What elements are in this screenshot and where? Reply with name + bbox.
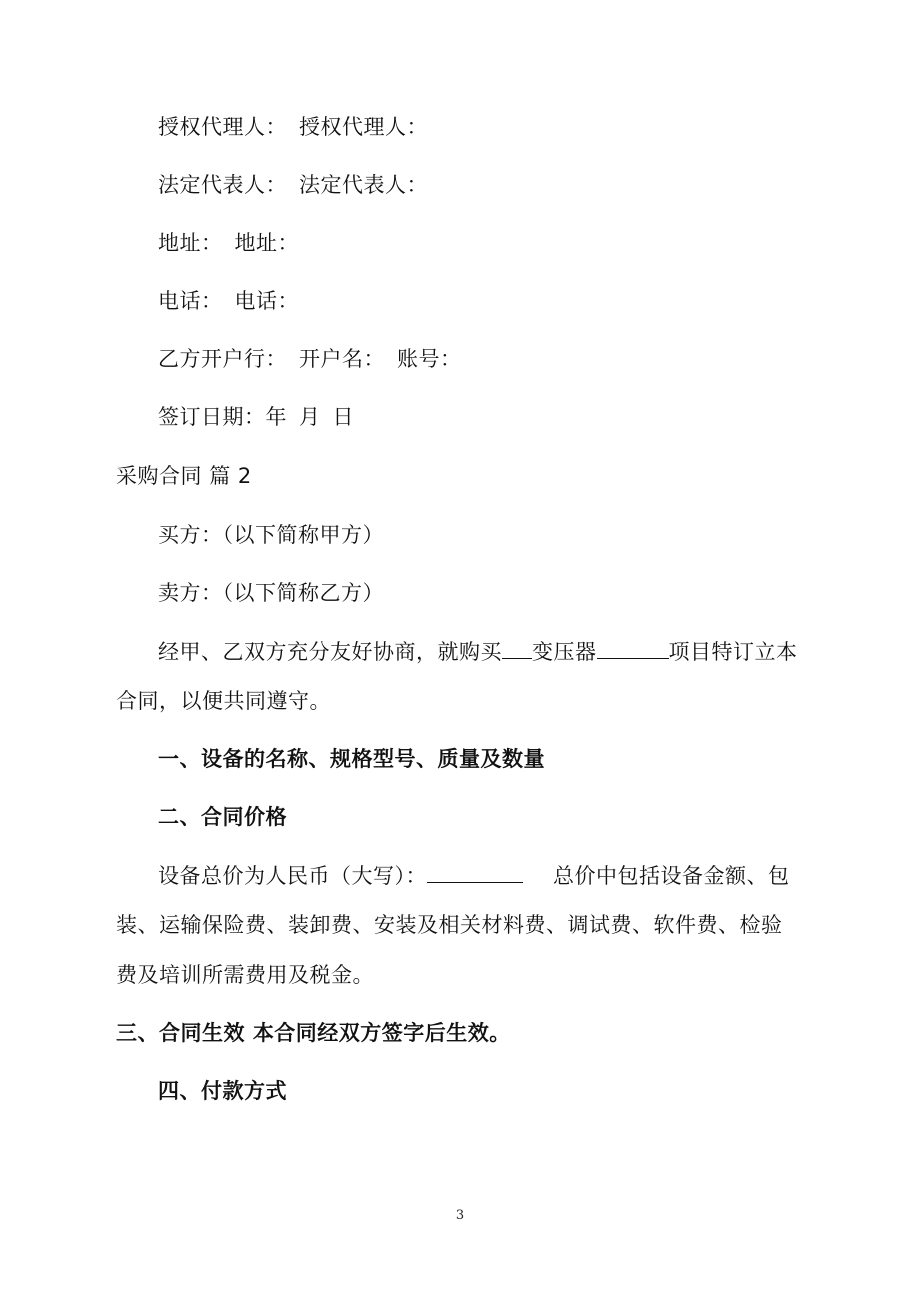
intro-blank-after — [597, 636, 669, 659]
address-line — [158, 228, 299, 258]
section-3-heading: 三、合同生效 — [116, 1021, 245, 1045]
legal-rep-line — [158, 170, 428, 200]
legal-rep-label-party-a: 法定代表人： — [158, 173, 287, 197]
sign-date-day: 日 — [332, 405, 354, 429]
section-1-heading: 一、设备的名称、规格型号、质量及数量 — [158, 747, 545, 771]
intro-paragraph-line-2: 合同，以便共同遵守。 — [116, 689, 331, 713]
page-number: 3 — [455, 1208, 465, 1223]
phone-line — [158, 286, 299, 316]
contract-part-label: 篇 2 — [209, 464, 252, 488]
authorized-agent-line — [158, 112, 428, 142]
buyer-line: 买方：（以下简称甲方） — [158, 523, 384, 547]
bank-info-line — [158, 344, 462, 374]
authorized-agent-label-party-a: 授权代理人： — [158, 115, 287, 139]
sign-date-month: 月 — [299, 405, 321, 429]
sign-date-label: 签订日期： — [158, 405, 266, 429]
intro-blank-before — [502, 636, 532, 659]
seller-line: 卖方：（以下简称乙方） — [158, 581, 384, 605]
price-paragraph-line-3: 费及培训所需费用及税金。 — [116, 963, 374, 987]
section-4-heading: 四、付款方式 — [158, 1079, 287, 1103]
bank-label: 乙方开户行： — [158, 347, 287, 371]
phone-label-party-a: 电话： — [158, 289, 223, 313]
account-name-label: 开户名： — [299, 347, 385, 371]
contract-heading — [116, 461, 252, 491]
intro-suffix: 项目特订立本 — [668, 640, 798, 664]
price-prefix: 设备总价为人民币（大写）： — [158, 864, 427, 888]
intro-prefix: 经甲、乙双方充分友好协商，就购买 — [158, 640, 502, 664]
legal-rep-label-party-b: 法定代表人： — [299, 173, 428, 197]
sign-date-line — [158, 402, 354, 432]
intro-subject: 变压器 — [532, 640, 597, 664]
address-label-party-a: 地址： — [158, 231, 223, 255]
sign-date-year: 年 — [265, 405, 287, 429]
authorized-agent-label-party-b: 授权代理人： — [299, 115, 428, 139]
address-label-party-b: 地址： — [234, 231, 299, 255]
phone-label-party-b: 电话： — [234, 289, 299, 313]
contract-title: 采购合同 — [116, 464, 202, 488]
section-3-text: 本合同经双方签字后生效。 — [252, 1021, 511, 1045]
section-3-line — [116, 1018, 511, 1048]
intro-paragraph-line-1 — [158, 636, 798, 667]
account-number-label: 账号： — [397, 347, 462, 371]
price-paragraph-line-2: 装、运输保险费、装卸费、安装及相关材料费、调试费、软件费、检验 — [116, 913, 783, 937]
price-paragraph-line-1 — [158, 860, 790, 891]
section-2-heading: 二、合同价格 — [158, 805, 287, 829]
price-amount-blank — [427, 860, 523, 883]
price-suffix: 总价中包括设备金额、包 — [553, 864, 790, 888]
